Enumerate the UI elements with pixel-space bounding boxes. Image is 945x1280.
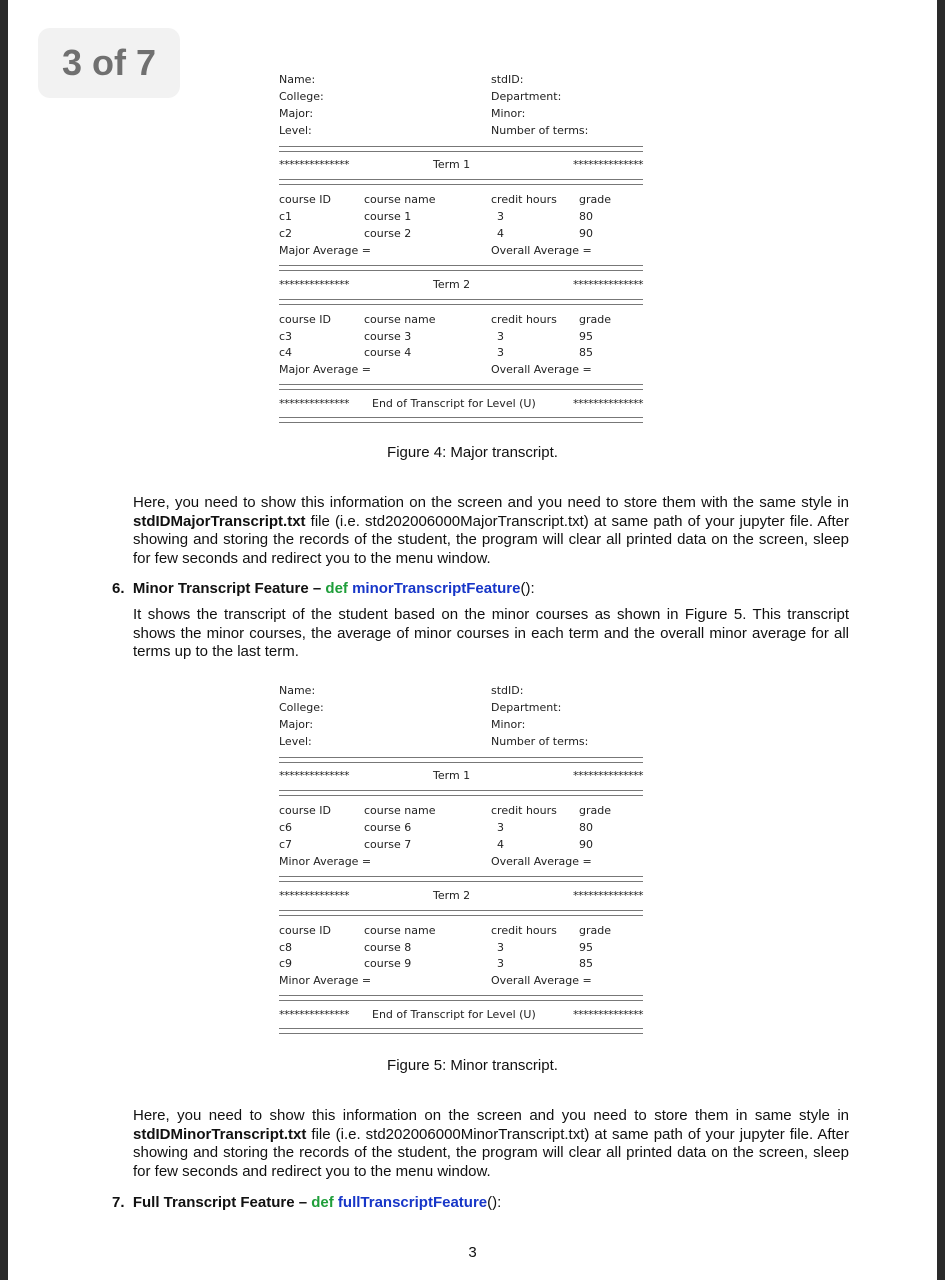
term-banner: ************** Term 2 ************** — [279, 889, 643, 902]
course-row: c4 course 4 3 85 — [279, 346, 593, 359]
divider — [279, 179, 643, 185]
divider — [279, 299, 643, 305]
figure-5-minor-transcript — [279, 683, 643, 1043]
terms-field-label: Number of terms: — [491, 735, 589, 748]
paragraph-major-store: Here, you need to show this information on the screen and you need to store them with the same style in stdIDMajorTranscript.txt file (i.e. std202006000MajorTranscript.txt) at same path of your jupyter file. After showing and storing the records of the student, the program will clear all printed data on the screen, sleep for few seconds and redirect you to the menu window. — [133, 494, 849, 567]
def-keyword: def — [311, 1194, 334, 1211]
filename: stdIDMinorTranscript.txt — [133, 1125, 307, 1143]
column-headers: course ID course name credit hours grade — [279, 193, 611, 206]
college-field-label: College: — [279, 701, 324, 714]
department-field-label: Department: — [491, 701, 562, 714]
divider — [279, 757, 643, 763]
term-title: Term 2 — [433, 278, 471, 291]
column-headers: course ID course name credit hours grade — [279, 804, 611, 817]
course-row: c3 course 3 3 95 — [279, 330, 593, 343]
column-headers: course ID course name credit hours grade — [279, 924, 611, 937]
term-title: Term 1 — [433, 158, 471, 171]
minor-field-label: Minor: — [491, 718, 526, 731]
divider — [279, 417, 643, 423]
filename: stdIDMajorTranscript.txt — [133, 512, 306, 530]
course-row: c1 course 1 3 80 — [279, 210, 593, 223]
def-keyword: def — [325, 580, 348, 597]
paragraph-minor-store: Here, you need to show this information on the screen and you need to store them in same style in stdIDMinorTranscript.txt file (i.e. std202006000MinorTranscript.txt) at same path of your jupyter file. After showing and storing the records of the student, the program will clear all printed data on the screen, sleep for few seconds and redirect you to the menu window. — [133, 1107, 849, 1180]
item-6-heading: 6. Minor Transcript Feature – def minorTranscriptFeature(): — [112, 580, 535, 597]
course-row: c7 course 7 4 90 — [279, 838, 593, 851]
end-banner: ************** End of Transcript for Level (U) ************** — [279, 397, 643, 410]
divider — [279, 790, 643, 796]
term-banner: ************** Term 2 ************** — [279, 278, 643, 291]
figure-4-caption: Figure 4: Major transcript. — [387, 444, 558, 461]
level-field-label: Level: — [279, 124, 312, 137]
page-number: 3 — [468, 1244, 477, 1261]
term-title: Term 1 — [433, 769, 471, 782]
average-row: Major Average = Overall Average = — [279, 244, 592, 257]
college-field-label: College: — [279, 90, 324, 103]
name-field-label: Name: — [279, 73, 316, 86]
item-7-heading: 7. Full Transcript Feature – def fullTranscriptFeature(): — [112, 1194, 502, 1211]
divider — [279, 910, 643, 916]
term-title: Term 2 — [433, 889, 471, 902]
major-field-label: Major: — [279, 107, 314, 120]
column-headers: course ID course name credit hours grade — [279, 313, 611, 326]
divider — [279, 146, 643, 152]
terms-field-label: Number of terms: — [491, 124, 589, 137]
divider — [279, 265, 643, 271]
term-banner: ************** Term 1 ************** — [279, 769, 643, 782]
divider — [279, 384, 643, 390]
level-field-label: Level: — [279, 735, 312, 748]
name-field-label: Name: — [279, 684, 316, 697]
stdid-field-label: stdID: — [491, 73, 524, 86]
course-row: c8 course 8 3 95 — [279, 941, 593, 954]
divider — [279, 995, 643, 1001]
average-row: Major Average = Overall Average = — [279, 363, 592, 376]
divider — [279, 876, 643, 882]
department-field-label: Department: — [491, 90, 562, 103]
figure-4-major-transcript — [279, 72, 643, 432]
function-name: minorTranscriptFeature — [352, 580, 521, 597]
item-6-description: It shows the transcript of the student based on the minor courses as shown in Figure 5. This transcript shows the minor courses, the average of minor courses in each term and the overall minor average for all terms up to the last term. — [133, 606, 849, 661]
function-name: fullTranscriptFeature — [337, 1194, 488, 1211]
divider — [279, 1028, 643, 1034]
course-row: c6 course 6 3 80 — [279, 821, 593, 834]
average-row: Minor Average = Overall Average = — [279, 974, 592, 987]
figure-5-caption: Figure 5: Minor transcript. — [387, 1057, 558, 1074]
course-row: c2 course 2 4 90 — [279, 227, 593, 240]
end-banner: ************** End of Transcript for Level (U) ************** — [279, 1008, 643, 1021]
average-row: Minor Average = Overall Average = — [279, 855, 592, 868]
page-indicator-badge: 3 of 7 — [38, 28, 180, 98]
course-row: c9 course 9 3 85 — [279, 957, 593, 970]
term-banner: ************** Term 1 ************** — [279, 158, 643, 171]
minor-field-label: Minor: — [491, 107, 526, 120]
major-field-label: Major: — [279, 718, 314, 731]
stdid-field-label: stdID: — [491, 684, 524, 697]
